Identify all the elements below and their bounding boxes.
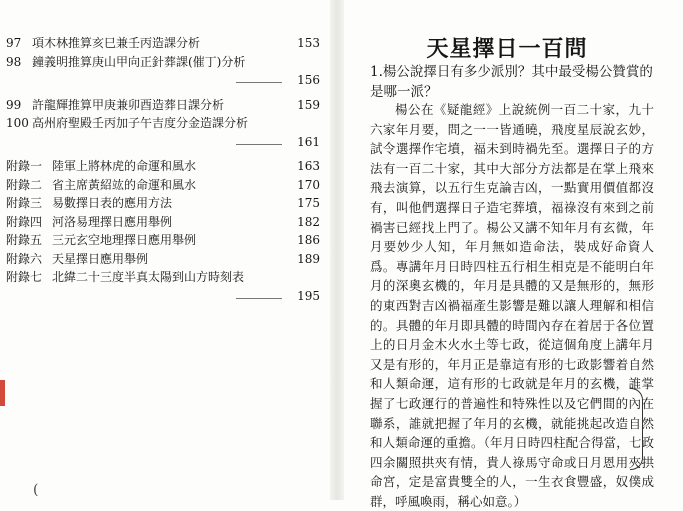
toc-row bbox=[6, 231, 322, 250]
toc-row bbox=[6, 34, 322, 53]
toc-entry-number: 附錄七 bbox=[6, 270, 43, 284]
chapter-title: 天星擇日一百問 bbox=[426, 36, 588, 62]
toc-entry-title: 鐘義明推算庚山甲向正針葬課(催丁)分析 bbox=[32, 54, 246, 69]
table-of-contents bbox=[6, 34, 322, 305]
toc-entry-number: 附錄六 bbox=[6, 251, 43, 266]
toc-leader-rule bbox=[236, 298, 282, 299]
toc-row bbox=[6, 287, 322, 306]
page-gutter bbox=[330, 0, 344, 500]
toc-row bbox=[6, 157, 322, 176]
toc-entry-title: 天星擇日應用舉例 bbox=[52, 251, 149, 266]
toc-page-number: 153 bbox=[297, 36, 320, 50]
toc-entry-title: 許龍輝推算甲庚兼卯酉造葬日課分析 bbox=[32, 97, 225, 112]
toc-entry-number: 99 bbox=[6, 97, 22, 112]
toc-row bbox=[6, 96, 322, 115]
toc-entry-number: 附錄五 bbox=[6, 233, 43, 247]
handwritten-bracket bbox=[630, 388, 643, 470]
article-page bbox=[352, 0, 677, 509]
toc-page-number: 189 bbox=[297, 251, 320, 266]
edge-marker bbox=[0, 380, 5, 406]
toc-page-number: 159 bbox=[297, 97, 320, 112]
toc-page-number: 163 bbox=[297, 159, 320, 173]
toc-entry-number: 100 bbox=[6, 116, 29, 130]
toc-row bbox=[6, 176, 322, 195]
toc-entry-title: 易數擇日表的應用方法 bbox=[52, 196, 173, 210]
toc-row bbox=[6, 268, 322, 287]
toc-leader-rule bbox=[236, 82, 282, 83]
toc-page-number: 186 bbox=[297, 233, 320, 247]
toc-entry-title: 陸軍上將林虎的命運和風水 bbox=[52, 159, 197, 173]
toc-entry-title: 北緯二十三度半真太陽到山方時刻表 bbox=[52, 270, 245, 284]
toc-entry-title: 河洛易理擇日應用舉例 bbox=[52, 214, 173, 229]
toc-page-number: 156 bbox=[297, 73, 320, 87]
toc-entry-title: 省主席黃紹竑的命運和風水 bbox=[52, 177, 197, 192]
toc-entry-number: 97 bbox=[6, 36, 22, 50]
toc-row bbox=[6, 53, 322, 72]
toc-row bbox=[6, 250, 322, 269]
question-heading: 1.楊公說擇日有多少派別？其中最受楊公贊賞的是哪一派？ bbox=[370, 64, 653, 100]
toc-entry-number: 附錄三 bbox=[6, 196, 43, 210]
toc-entry-number: 附錄二 bbox=[6, 177, 43, 192]
toc-row bbox=[6, 133, 322, 152]
toc-page-number: 170 bbox=[297, 177, 320, 192]
toc-row bbox=[6, 194, 322, 213]
toc-leader-rule bbox=[236, 144, 282, 145]
article-body: 楊公在《疑龍經》上說統例一百二十家，九十六家年月要，問之一一皆通曉，飛度星辰說玄妙，試令選擇作宅墳，福未到時禍先至。選擇日子的方法有一百二十家，其中大部分方法都是在掌上飛來飛去演算，以五行生克論吉凶，一點實用價值都沒有，叫他們選擇日子造宅葬墳，福祿沒有來到之前禍害已經找上門了。楊公又講不知年月有玄微，年月要妙少人知，年月無如造命法，裝成好命資人爲。專講年月日時四柱五行相生相克是不能明白年月的深奧玄機的，年月是具體的又是無形的，無形的東西對吉凶禍福產生影響是難以讓人理解和相信的。具體的年月即具體的時間內存在着居于各位置上的日月金木火水土等七政，從這個角度上講年月又是有形的，年月正是靠這有形的七政影響着自然和人類命運，這有形的七政就是年月的玄機，誰掌握了七政運行的普遍性和特殊性以及它們間的內在聯系，誰就把握了年月的玄機，就能挑起改造自然和人類命運的重擔。（年月日時四柱配合得當，七政四余關照拱夾有情，貴人祿馬守命或日月恩用夾拱命宮，定是富貴雙全的人，一生衣食豐盛，奴僕成群，呼風喚雨，稱心如意。） bbox=[370, 102, 654, 509]
toc-row bbox=[6, 213, 322, 232]
toc-page-number: 182 bbox=[297, 214, 320, 229]
toc-entry-title: 高州府聖殿壬丙加子午吉度分金造課分析 bbox=[32, 116, 249, 130]
page-edge-mark: ( bbox=[33, 482, 39, 498]
toc-entry-number: 附錄一 bbox=[6, 159, 43, 173]
toc-entry-number: 附錄四 bbox=[6, 214, 43, 229]
toc-entry-title: 三元玄空地理擇日應用舉例 bbox=[52, 233, 197, 247]
toc-entry-number: 98 bbox=[6, 54, 22, 69]
toc-row bbox=[6, 71, 322, 90]
toc-page-number: 161 bbox=[297, 134, 320, 149]
toc-entry-title: 項木林推算亥巳兼壬丙造課分析 bbox=[32, 36, 201, 50]
toc-page-number: 195 bbox=[297, 288, 320, 303]
toc-page-number: 175 bbox=[297, 196, 320, 210]
toc-row bbox=[6, 114, 322, 133]
